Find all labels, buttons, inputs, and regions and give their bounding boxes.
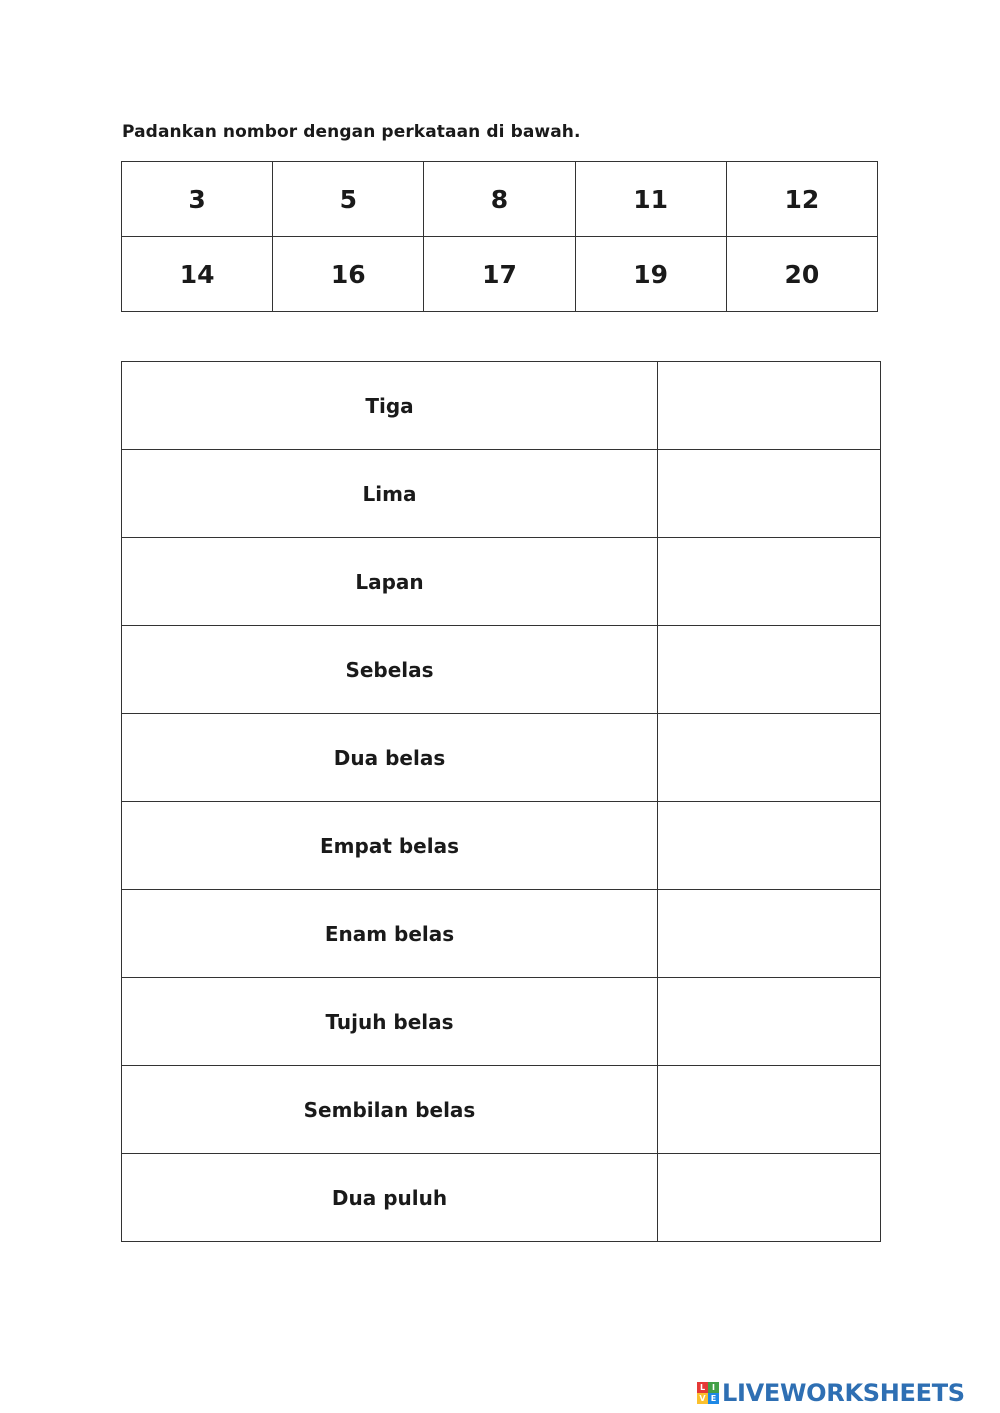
answer-drop-box[interactable] [658,1066,881,1154]
match-row [122,626,881,714]
liveworksheets-wordmark: LIVEWORKSHEETS [722,1379,965,1407]
number-tile[interactable]: 8 [424,162,575,237]
answer-drop-box[interactable] [658,362,881,450]
number-word: Lima [122,450,658,538]
match-row [122,890,881,978]
number-word: Tujuh belas [122,978,658,1066]
logo-letter: I [708,1382,719,1393]
answer-drop-box[interactable] [658,538,881,626]
number-tile[interactable]: 5 [273,162,424,237]
number-tile[interactable]: 3 [122,162,273,237]
number-tile[interactable]: 11 [575,162,726,237]
answer-drop-box[interactable] [658,450,881,538]
answer-drop-box[interactable] [658,626,881,714]
number-tile[interactable]: 20 [726,237,877,312]
answer-drop-box[interactable] [658,714,881,802]
liveworksheets-logo-icon [697,1382,719,1404]
match-row [122,450,881,538]
answer-drop-box[interactable] [658,802,881,890]
number-tile[interactable]: 16 [273,237,424,312]
number-tile[interactable]: 12 [726,162,877,237]
match-row [122,538,881,626]
logo-letter: L [697,1382,708,1393]
match-row [122,802,881,890]
match-row [122,978,881,1066]
number-word: Sebelas [122,626,658,714]
number-bank-table [121,161,878,312]
match-row [122,1154,881,1242]
number-word: Tiga [122,362,658,450]
number-word: Dua puluh [122,1154,658,1242]
number-word: Sembilan belas [122,1066,658,1154]
number-tile[interactable]: 17 [424,237,575,312]
instruction-text: Padankan nombor dengan perkataan di bawah. [122,122,581,142]
number-word: Enam belas [122,890,658,978]
answer-drop-box[interactable] [658,1154,881,1242]
number-word: Empat belas [122,802,658,890]
matching-table [121,361,881,1242]
match-row [122,1066,881,1154]
number-bank-row [122,162,878,237]
number-bank-row [122,237,878,312]
number-word: Lapan [122,538,658,626]
number-tile[interactable]: 19 [575,237,726,312]
logo-letter: E [708,1393,719,1404]
answer-drop-box[interactable] [658,890,881,978]
match-row [122,714,881,802]
number-word: Dua belas [122,714,658,802]
liveworksheets-branding [697,1378,965,1408]
logo-letter: V [697,1393,708,1404]
number-tile[interactable]: 14 [122,237,273,312]
match-row [122,362,881,450]
answer-drop-box[interactable] [658,978,881,1066]
